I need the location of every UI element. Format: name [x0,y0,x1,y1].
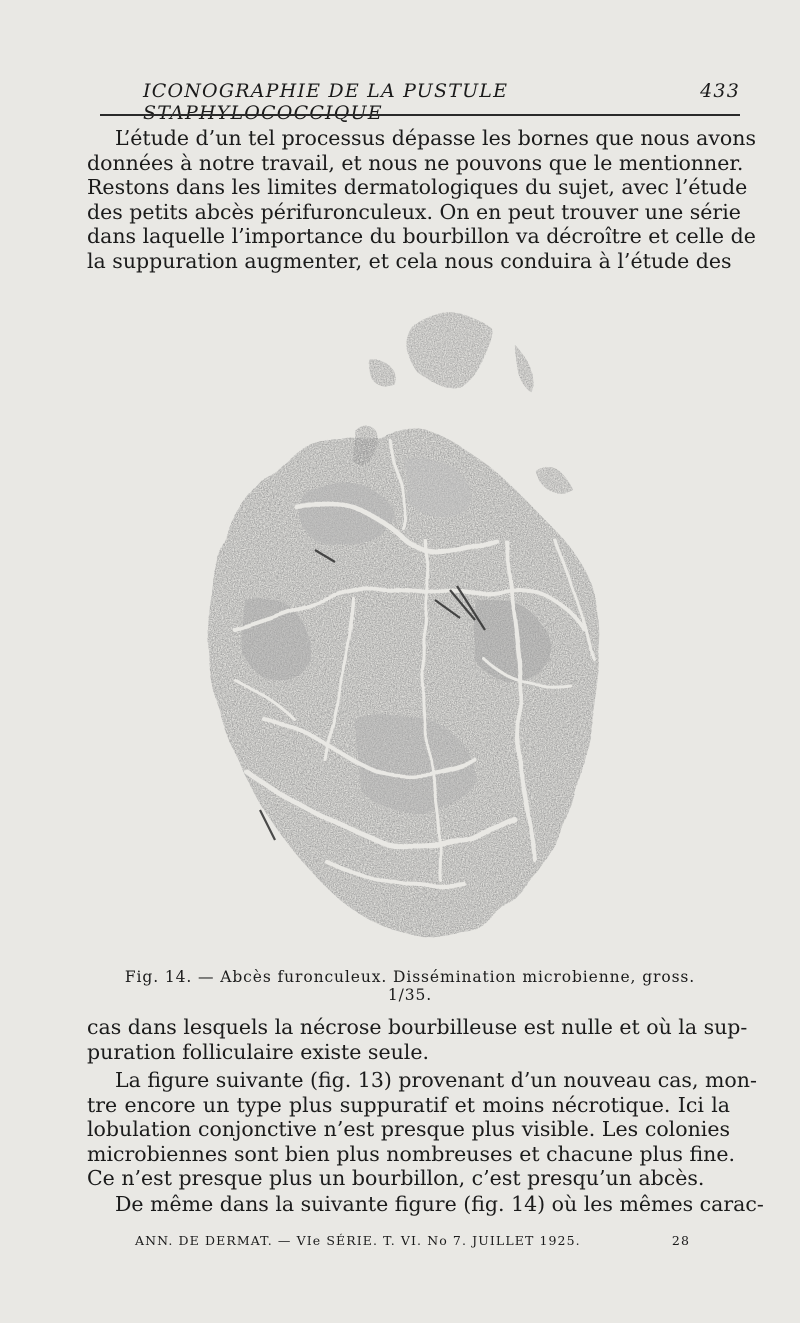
text-line: Ce n’est presque plus un bourbillon, c’est presqu’un abcès. [87,1166,705,1191]
text-line: Restons dans les limites dermatologiques du sujet, avec l’étude [87,175,748,200]
text-line: dans laquelle l’importance du bourbillon va décroître et celle de [87,224,756,249]
text-line: lobulation conjonctive n’est presque plus visible. Les colonies [87,1117,730,1142]
text-line: puration folliculaire existe seule. [87,1039,429,1064]
text-line: microbiennes sont bien plus nombreuses et chacune plus fine. [87,1141,735,1166]
text-line: la suppuration augmenter, et cela nous conduira à l’étude des [87,248,732,273]
running-title: ICONOGRAPHIE DE LA PUSTULE STAPHYLOCOCCIQUE [143,80,509,124]
journal-reference: ANN. DE DERMAT. — VIe SÉRIE. T. VI. No 7. JUILLET 1925. [135,1233,581,1248]
text-line: des petits abcès périfuronculeux. On en peut trouver une série [87,199,741,224]
paragraph-4 [87,1192,764,1217]
figure-caption: Fig. 14. — Abcès furonculeux. Dissémination microbienne, gross. 1/35. [124,968,696,1004]
running-header [95,80,740,124]
text-line: tre encore un type plus suppuratif et moins nécrotique. Ici la [87,1092,730,1117]
header-rule [100,114,740,116]
paragraph-3 [87,1068,757,1191]
text-line: données à notre travail, et nous ne pouvons que le mentionner. [87,150,744,175]
page-footer [135,1233,690,1248]
figure-14-micrograph [175,300,635,950]
signature-number: 28 [671,1233,690,1248]
abscess-micrograph-illustration [175,300,635,950]
paragraph-1 [87,126,756,274]
text-line: cas dans lesquels la nécrose bourbilleuse est nulle et où la sup- [87,1015,748,1039]
page-number: 433 [700,80,740,102]
text-line: La figure suivante (fig. 13) provenant d’un nouveau cas, mon- [115,1068,757,1092]
text-line: L’étude d’un tel processus dépasse les bornes que nous avons [115,126,756,150]
paragraph-2 [87,1015,748,1064]
text-line: De même dans la suivante figure (fig. 14) où les mêmes carac- [115,1192,764,1216]
